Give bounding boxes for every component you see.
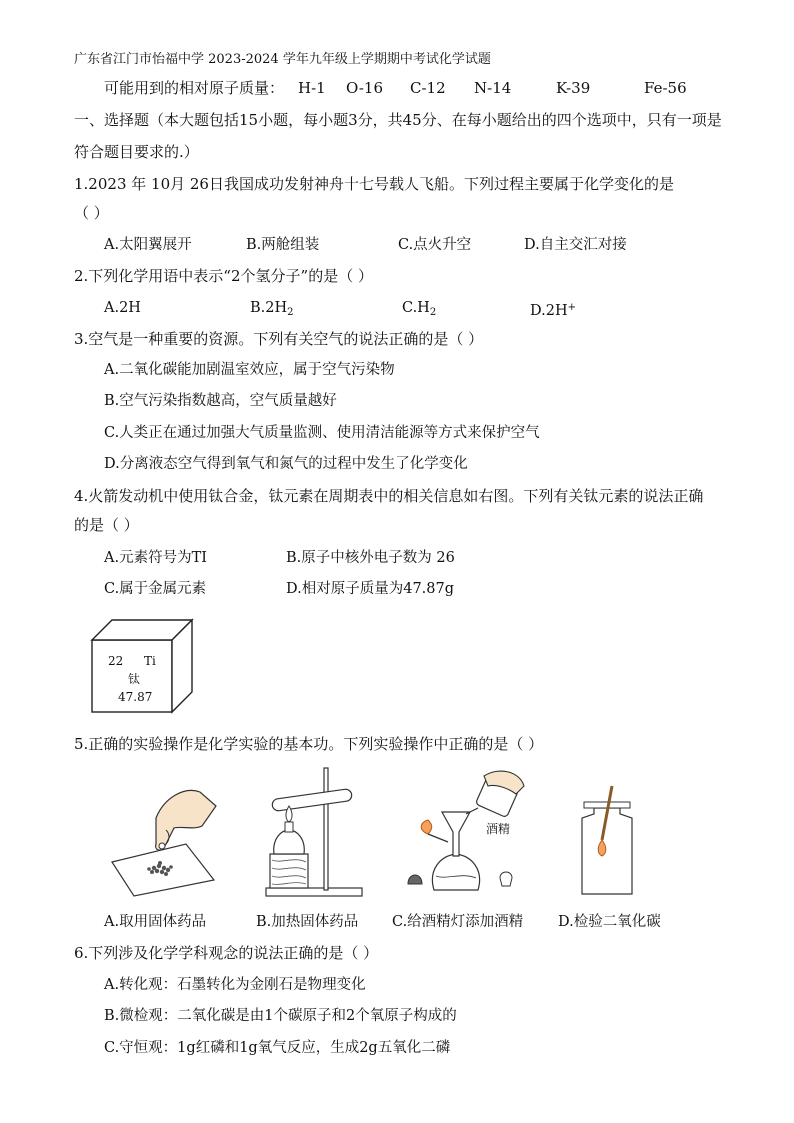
q4-option-c: C.属于金属元素 <box>104 581 207 597</box>
q6-option-b: B.微检观：二氧化碳是由1个碳原子和2个氧原子构成的 <box>104 1008 457 1024</box>
q6-stem: 6.下列涉及化学学科观念的说法正确的是（ ） <box>74 944 379 962</box>
atomic-mass-k: K-39 <box>556 79 591 97</box>
q2-option-d <box>530 298 576 321</box>
q1-option-c: C.点火升空 <box>398 237 472 253</box>
section-title-line1: 一、选择题（本大题包括15小题，每小题3分，共45分、在每小题给出的四个选项中，只有一项是 <box>74 111 722 129</box>
document-title: 广东省江门市怡福中学 2023-2024 学年九年级上学期期中考试化学试题 <box>74 52 491 67</box>
q3-option-b: B.空气污染指数越高，空气质量越好 <box>104 393 337 409</box>
figure-add-alcohol <box>404 766 530 896</box>
element-atomic-mass: 47.87 <box>118 690 153 704</box>
element-symbol: Ti <box>144 654 156 668</box>
q1-option-d: D.自主交汇对接 <box>524 237 627 253</box>
heating-apparatus-illustration <box>258 764 368 900</box>
q1-option-b: B.两舱组装 <box>246 237 320 253</box>
element-name: 钛 <box>128 672 141 686</box>
q4-stem-line1: 4.火箭发动机中使用钛合金，钛元素在周期表中的相关信息如右图。下列有关钛元素的说法正确 <box>74 487 704 505</box>
q2-option-c-text: C.H <box>402 300 430 316</box>
q5-option-b: B.加热固体药品 <box>256 914 359 930</box>
q4-option-b: B.原子中核外电子数为 26 <box>286 550 455 566</box>
atomic-mass-fe: Fe-56 <box>644 79 687 97</box>
q2-option-b <box>250 298 294 323</box>
q5-option-d: D.检验二氧化碳 <box>558 914 661 930</box>
q2-option-b-subscript: 2 <box>287 307 294 318</box>
figure-take-solid <box>104 778 224 900</box>
atomic-mass-h: H-1 <box>298 79 326 97</box>
q2-option-b-text: B.2H <box>250 300 288 316</box>
q5-option-a: A.取用固体药品 <box>104 914 207 930</box>
figure-test-co2 <box>572 784 642 900</box>
q2-option-d-superscript: + <box>567 302 576 313</box>
figure-heat-solid <box>258 764 368 900</box>
q1-stem-line1: 1.2023 年 10月 26日我国成功发射神舟十七号载人飞船。下列过程主要属于化学变化的是 <box>74 175 674 193</box>
q2-option-a: A.2H <box>104 300 141 316</box>
q4-option-d: D.相对原子质量为47.87g <box>286 581 455 597</box>
q5-stem: 5.正确的实验操作是化学实验的基本功。下列实验操作中正确的是（ ） <box>74 735 544 753</box>
q2-option-d-text: D.2H <box>530 303 568 319</box>
q3-option-a: A.二氧化碳能加剧温室效应，属于空气污染物 <box>104 362 395 378</box>
q1-stem-line2: （ ） <box>74 204 109 222</box>
atomic-mass-label: 可能用到的相对原子质量： <box>104 79 285 97</box>
q1-option-a: A.太阳翼展开 <box>104 237 192 253</box>
section-title-line2: 符合题目要求的.） <box>74 143 199 161</box>
q2-option-c <box>402 298 436 323</box>
atomic-mass-n: N-14 <box>474 79 512 97</box>
atomic-mass-o: O-16 <box>346 79 384 97</box>
alcohol-label: 酒精 <box>486 822 511 836</box>
adding-alcohol-illustration <box>404 766 530 896</box>
q3-option-d: D.分离液态空气得到氧气和氮气的过程中发生了化学变化 <box>104 456 468 472</box>
q6-option-c: C.守恒观：1g红磷和1g氧气反应，生成2g五氧化二磷 <box>104 1040 451 1056</box>
q4-option-a: A.元素符号为TI <box>104 550 207 566</box>
q5-option-c: C.给酒精灯添加酒精 <box>392 914 524 930</box>
q6-option-a: A.转化观：石墨转化为金刚石是物理变化 <box>104 977 366 993</box>
co2-test-illustration <box>572 784 642 900</box>
atomic-mass-c: C-12 <box>410 79 446 97</box>
q4-stem-line2: 的是（ ） <box>74 516 139 534</box>
q3-stem: 3.空气是一种重要的资源。下列有关空气的说法正确的是（ ） <box>74 330 484 348</box>
q2-stem: 2.下列化学用语中表示“2个氢分子”的是（ ） <box>74 267 373 285</box>
element-atomic-number: 22 <box>108 654 124 668</box>
q3-option-c: C.人类正在通过加强大气质量监测、使用清洁能源等方式来保护空气 <box>104 425 540 441</box>
titanium-element-cube <box>88 618 198 716</box>
hand-taking-solid-illustration <box>104 778 224 900</box>
q2-option-c-subscript: 2 <box>429 307 437 318</box>
